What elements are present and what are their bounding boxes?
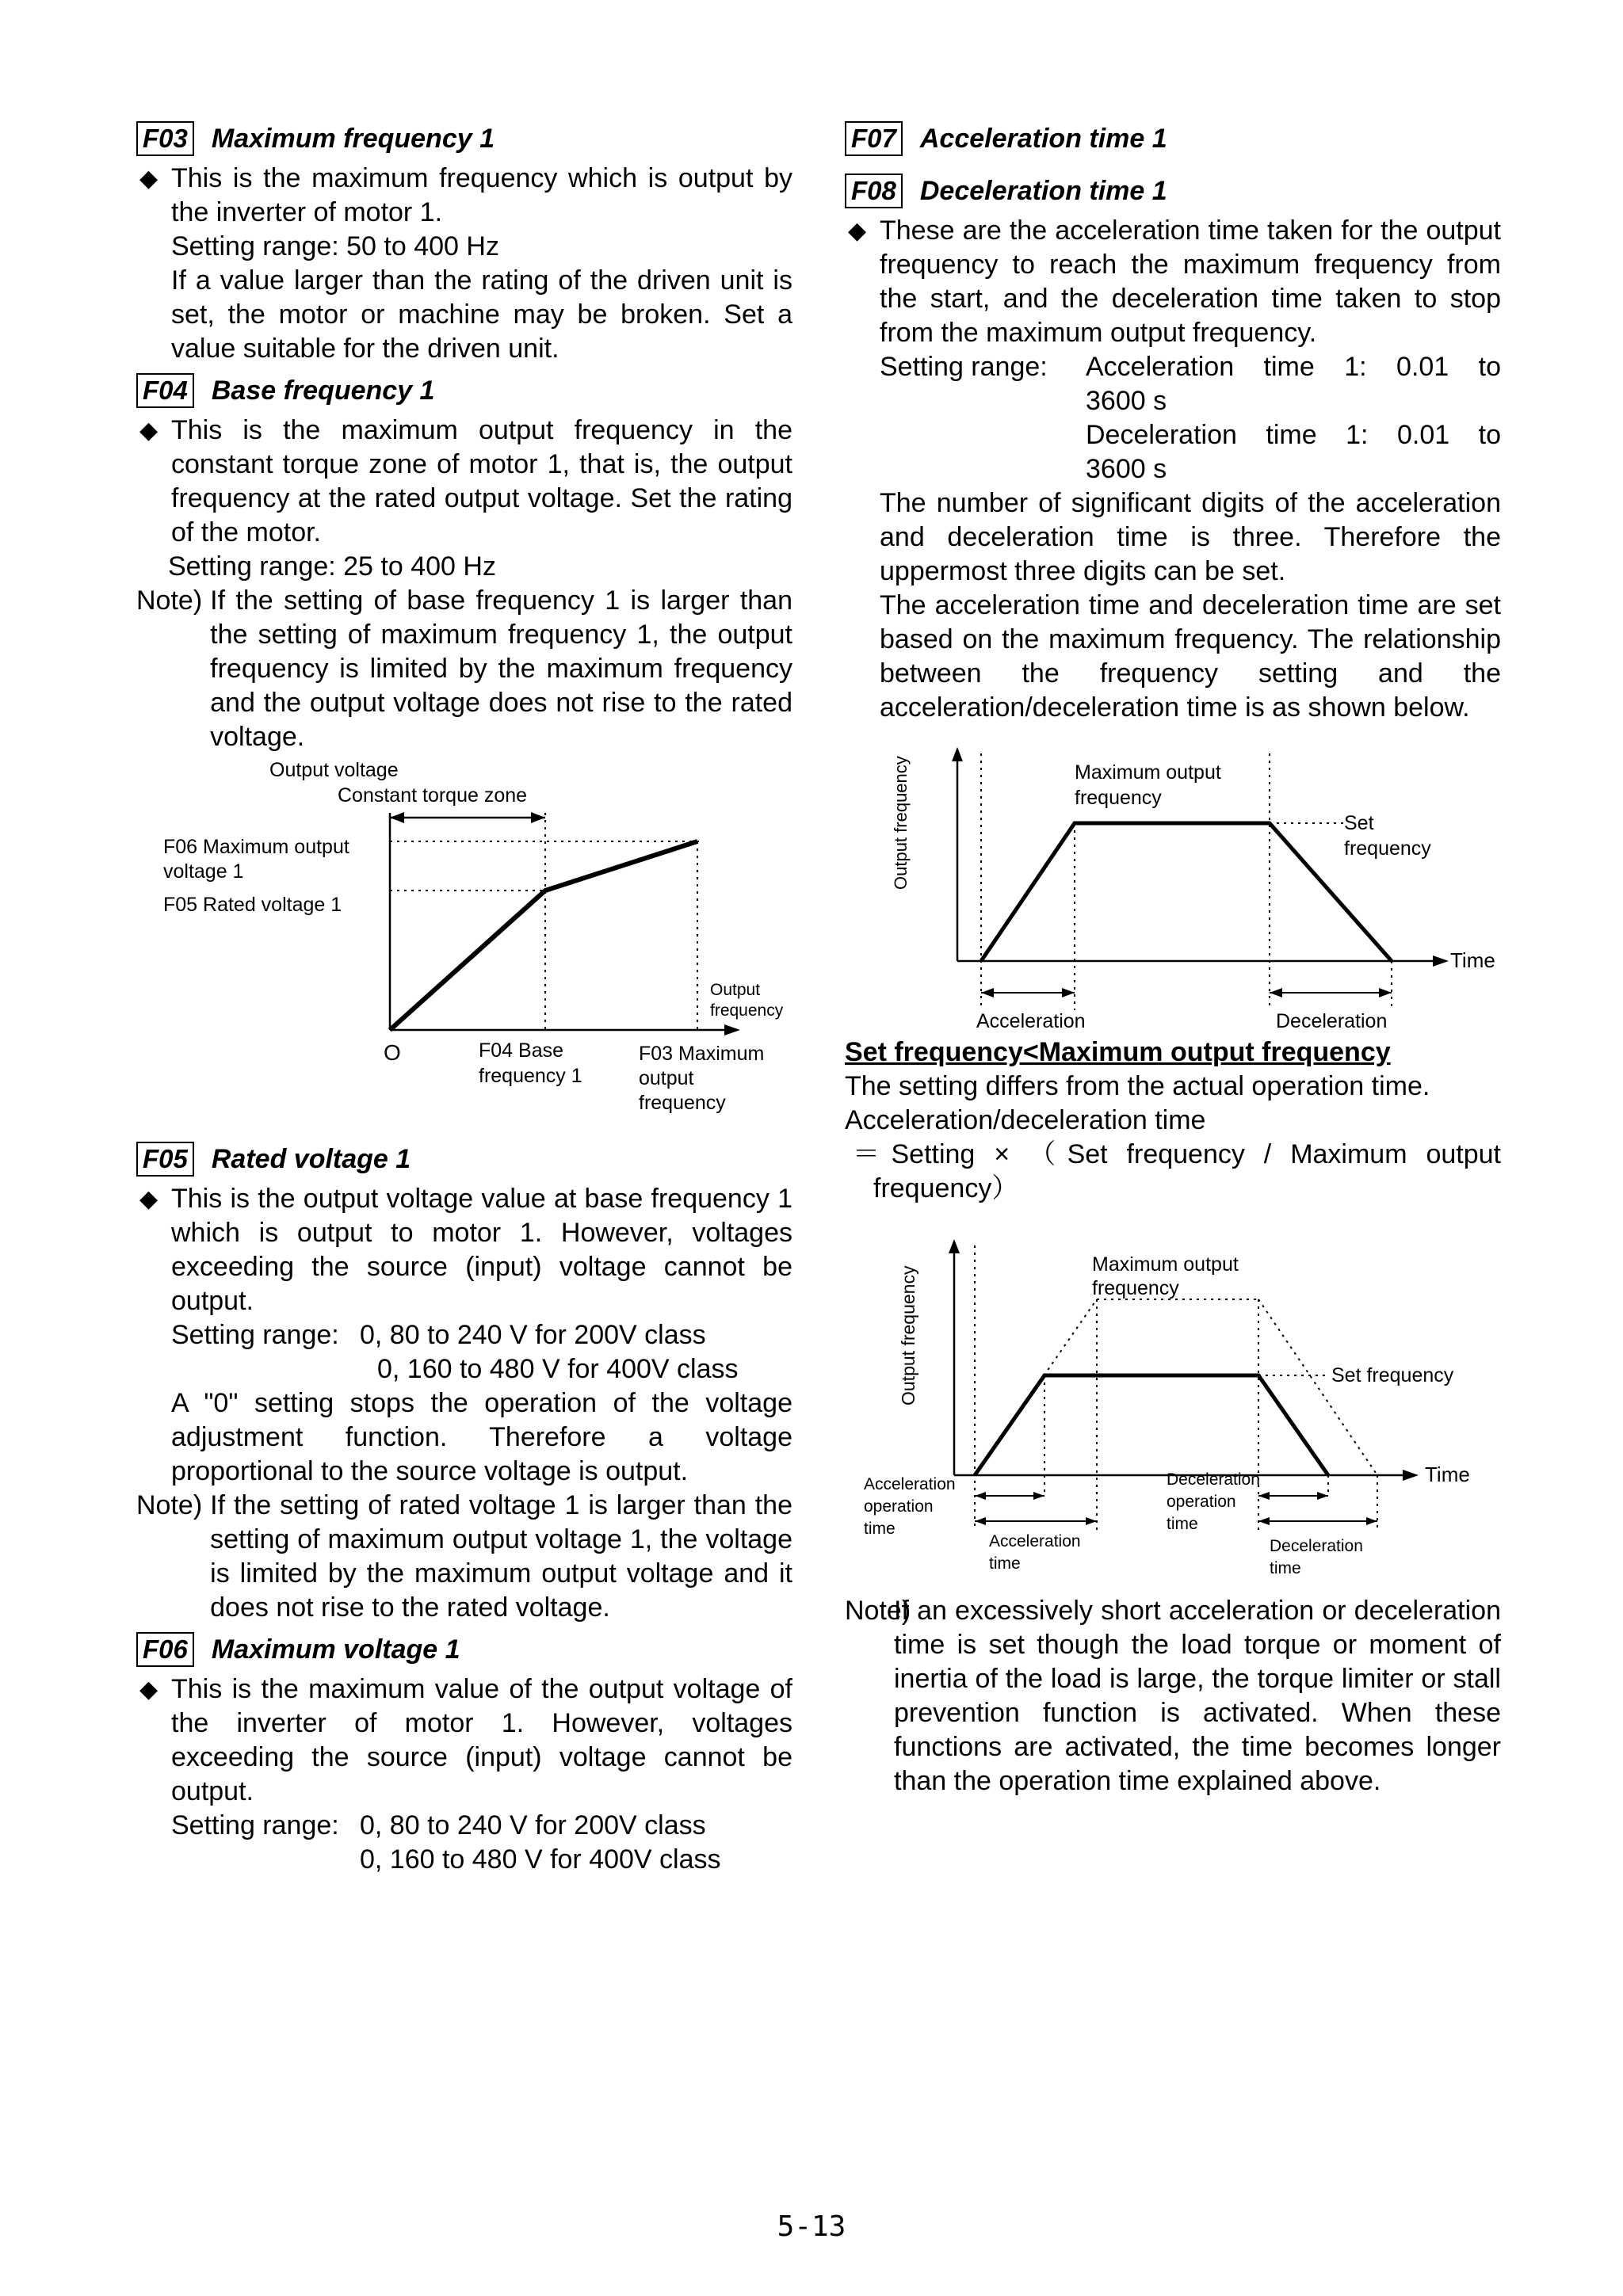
- f04-code: F04: [136, 373, 194, 408]
- set-frequency-text2: Acceleration/deceleration time: [845, 1105, 1206, 1135]
- fig3-acc-op-label-line2: operation: [864, 1497, 934, 1516]
- f03-setting-range: Setting range: 50 to 400 Hz: [171, 231, 499, 261]
- fig2-set-label-line1: Set: [1344, 812, 1374, 834]
- f08-setting-label: Setting range:: [880, 352, 1048, 382]
- f08-title: Deceleration time 1: [919, 176, 1167, 206]
- fig2-set-label-line2: frequency: [1344, 837, 1431, 860]
- fig1-f06-label-line2: voltage 1: [163, 860, 244, 883]
- fig3-x-axis-arrow-icon: [1403, 1470, 1419, 1481]
- f08-setting-line1: Acceleration time 1: 0.01 to: [1086, 352, 1501, 382]
- fig1-f04-label-line2: frequency 1: [479, 1065, 582, 1087]
- fig3-y-axis-arrow-icon: [949, 1239, 960, 1253]
- diamond-bullet-icon: ◆: [139, 166, 158, 192]
- diamond-bullet-icon: ◆: [848, 218, 867, 244]
- f05-note-text: If the setting of rated voltage 1 is larger than the setting of maximum output voltage 1, the voltage is limited by the maximum output voltage and it does not rise to the rated voltage.: [210, 1490, 792, 1623]
- f04-note-label: Note): [136, 585, 203, 616]
- fig1-f06-label-line1: F06 Maximum output: [163, 836, 349, 858]
- accel-decel-note-label: Note): [845, 1596, 911, 1626]
- fig3-acc-op-label-line3: time: [864, 1520, 896, 1538]
- f05-zero-setting: A "0" setting stops the operation of the voltage adjustment function. Therefore a voltage proportional to the source voltage is output.: [171, 1388, 792, 1486]
- f03-bullet: [136, 162, 792, 366]
- f05-setting-line2: 0, 160 to 480 V for 400V class: [377, 1354, 739, 1384]
- f05-setting-line1: 0, 80 to 240 V for 200V class: [360, 1320, 706, 1350]
- fig2-max-label-line2: frequency: [1075, 787, 1162, 809]
- fig1-f04-label-line1: F04 Base: [479, 1039, 564, 1062]
- fig1-f03-label-line2: output: [639, 1067, 694, 1089]
- fig1-y-axis-label: Output voltage: [269, 759, 399, 781]
- set-frequency-title: Set frequency<Maximum output frequency: [845, 1037, 1391, 1067]
- fig1-zone-arrow-right-icon: [531, 812, 545, 823]
- f05-setting-values: [360, 1318, 792, 1386]
- fig2-decel-label: Deceleration: [1276, 1010, 1388, 1032]
- fig3-decel-op-arrow-right-icon: [1317, 1492, 1328, 1500]
- fig3-time-label: Time: [1425, 1463, 1470, 1486]
- fig3-dec-label-line1: Deceleration: [1270, 1537, 1363, 1555]
- f03-title: Maximum frequency 1: [211, 124, 495, 154]
- fig1-x-axis-arrow-icon: [724, 1024, 740, 1035]
- f06-setting-range: [171, 1809, 792, 1877]
- voltage-frequency-figure: [136, 754, 792, 1139]
- f08-basis-text: The acceleration time and deceleration time are set based on the maximum frequency. The relationship between the frequency setting and the acceleration/deceleration time is as shown below.: [880, 590, 1501, 723]
- f05-bullet: [136, 1182, 792, 1489]
- fig1-f05-label: F05 Rated voltage 1: [163, 894, 342, 916]
- set-frequency-formula-line1: ＝Setting × （Set frequency / Maximum output: [853, 1139, 1501, 1169]
- f05-code: F05: [136, 1142, 194, 1177]
- fig3-max-decel-guide: [1258, 1299, 1377, 1475]
- diamond-bullet-icon: ◆: [139, 1186, 158, 1212]
- fig2-y-axis-arrow-icon: [952, 747, 963, 761]
- f05-setting-range: [171, 1318, 792, 1386]
- f05-setting-label: Setting range:: [171, 1320, 339, 1350]
- f08-description: These are the acceleration time taken for the output frequency to reach the maximum frequency from the start, and the deceleration time taken to stop from the maximum output frequency.: [880, 215, 1501, 348]
- f08-heading: [845, 171, 1501, 211]
- f03-code: F03: [136, 121, 194, 156]
- fig3-max-label-line1: Maximum output: [1092, 1253, 1239, 1276]
- fig2-accel-label: Acceleration: [976, 1010, 1086, 1032]
- accel-decel-figure: [845, 738, 1501, 1035]
- f04-description: This is the maximum output frequency in the constant torque zone of motor 1, that is, the output frequency at the rated output voltage. Set the rating of the motor.: [171, 415, 792, 547]
- fig3-decel-time-arrow-left-icon: [1258, 1517, 1270, 1525]
- f06-description: This is the maximum value of the output voltage of the inverter of motor 1. However, voltages exceeding the source (input) voltage cannot be output.: [171, 1674, 792, 1806]
- f04-note: [136, 584, 792, 754]
- f04-heading: [136, 371, 792, 410]
- f08-bullet: [845, 214, 1501, 725]
- f04-title: Base frequency 1: [211, 376, 435, 406]
- f08-digits-text: The number of significant digits of the acceleration and deceleration time is three. Therefore the uppermost three digits can be set.: [880, 488, 1501, 586]
- f05-description: This is the output voltage value at base frequency 1 which is output to motor 1. However, voltages exceeding the source (input) voltage cannot be output.: [171, 1184, 792, 1316]
- accel-decel-diagram: [845, 738, 1501, 1035]
- f06-heading: [136, 1630, 792, 1669]
- f08-setting-line2: 3600 s: [1086, 386, 1167, 416]
- right-column: [845, 119, 1501, 1798]
- fig1-f03-label-line1: F03 Maximum: [639, 1043, 765, 1065]
- fig3-accel-time-arrow-left-icon: [975, 1517, 986, 1525]
- f08-setting-values: [1086, 350, 1501, 486]
- diamond-bullet-icon: ◆: [139, 1676, 158, 1703]
- f06-setting-values: [360, 1809, 792, 1877]
- f08-setting-range: [880, 350, 1501, 486]
- f06-setting-label: Setting range:: [171, 1810, 339, 1840]
- fig2-accel-arrow-left-icon: [981, 988, 994, 997]
- fig2-decel-arrow-left-icon: [1270, 988, 1282, 997]
- f08-code: F08: [845, 174, 903, 208]
- fig1-f03-label-line3: frequency: [639, 1092, 726, 1114]
- diamond-bullet-icon: ◆: [139, 418, 158, 444]
- accel-decel-note: [845, 1594, 1501, 1798]
- left-column: [136, 119, 792, 1877]
- fig3-accel-time-arrow-right-icon: [1086, 1517, 1097, 1525]
- fig3-frequency-profile: [975, 1375, 1328, 1475]
- fig1-origin-label: O: [384, 1040, 401, 1065]
- fig2-frequency-profile: [981, 823, 1392, 961]
- fig2-max-label-line1: Maximum output: [1075, 761, 1221, 784]
- fig3-dec-op-label-line1: Deceleration: [1167, 1470, 1260, 1489]
- set-frequency-diagram: [845, 1211, 1501, 1583]
- f07-heading: [845, 119, 1501, 158]
- f05-note-label: Note): [136, 1490, 203, 1520]
- fig3-dec-op-label-line3: time: [1167, 1515, 1198, 1533]
- fig2-x-axis-arrow-icon: [1433, 955, 1449, 967]
- f07-title: Acceleration time 1: [919, 124, 1167, 154]
- f06-setting-line2: 0, 160 to 480 V for 400V class: [360, 1844, 721, 1875]
- f03-warning: If a value larger than the rating of the driven unit is set, the motor or machine may be broken. Set a value suitable for the driven unit.: [171, 265, 792, 364]
- set-frequency-formula-line2: frequency）: [873, 1173, 1019, 1203]
- fig3-accel-op-arrow-right-icon: [1033, 1492, 1044, 1500]
- fig3-decel-op-arrow-left-icon: [1258, 1492, 1270, 1500]
- fig1-x-axis-label-line1: Output: [710, 981, 761, 999]
- fig1-x-axis-label-line2: frequency: [710, 1001, 784, 1020]
- fig3-accel-op-arrow-left-icon: [975, 1492, 986, 1500]
- f03-description: This is the maximum frequency which is output by the inverter of motor 1.: [171, 163, 792, 227]
- f08-setting-line4: 3600 s: [1086, 454, 1167, 484]
- fig3-acc-label-line1: Acceleration: [989, 1532, 1081, 1550]
- f04-note-text: If the setting of base frequency 1 is larger than the setting of maximum frequency 1, the output frequency is limited by the maximum frequency and the output voltage does not rise to the rated voltage.: [210, 585, 792, 752]
- f05-title: Rated voltage 1: [211, 1144, 411, 1174]
- f06-code: F06: [136, 1632, 194, 1667]
- f04-setting-range: Setting range: 25 to 400 Hz: [168, 551, 496, 582]
- set-frequency-figure: [845, 1211, 1501, 1583]
- fig3-set-label: Set frequency: [1331, 1364, 1454, 1386]
- fig1-zone-label: Constant torque zone: [338, 784, 528, 807]
- f05-note: [136, 1489, 792, 1625]
- fig3-decel-time-arrow-right-icon: [1366, 1517, 1377, 1525]
- f03-heading: [136, 119, 792, 158]
- f06-setting-line1: 0, 80 to 240 V for 200V class: [360, 1810, 706, 1840]
- fig3-acc-label-line2: time: [989, 1554, 1021, 1573]
- fig1-vf-curve: [390, 841, 697, 1030]
- fig2-accel-arrow-right-icon: [1062, 988, 1075, 997]
- set-frequency-text1: The setting differs from the actual operation time.: [845, 1071, 1430, 1101]
- fig3-y-axis-label: Output frequency: [898, 1265, 918, 1405]
- fig3-max-label-line2: frequency: [1092, 1277, 1179, 1299]
- fig2-decel-arrow-right-icon: [1379, 988, 1392, 997]
- f05-heading: [136, 1139, 792, 1179]
- f04-bullet: [136, 414, 792, 550]
- fig3-dec-label-line2: time: [1270, 1559, 1301, 1577]
- f07-code: F07: [845, 121, 903, 156]
- fig2-y-axis-label: Output frequency: [891, 756, 911, 890]
- fig3-acc-op-label-line1: Acceleration: [864, 1475, 956, 1493]
- f06-bullet: [136, 1672, 792, 1877]
- voltage-frequency-diagram: [136, 754, 792, 1139]
- f06-title: Maximum voltage 1: [211, 1634, 460, 1665]
- fig2-time-label: Time: [1450, 948, 1495, 972]
- page-number: 5-13: [777, 2210, 846, 2243]
- fig3-dec-op-label-line2: operation: [1167, 1493, 1236, 1511]
- fig1-zone-arrow-left-icon: [390, 812, 404, 823]
- accel-decel-note-text: If an excessively short acceleration or deceleration time is set though the load torque or moment of inertia of the load is large, the torque limiter or stall prevention function is activated. When these functions are activated, the time becomes longer than the operation time explained above.: [894, 1596, 1501, 1796]
- f08-setting-line3: Deceleration time 1: 0.01 to: [1086, 420, 1501, 450]
